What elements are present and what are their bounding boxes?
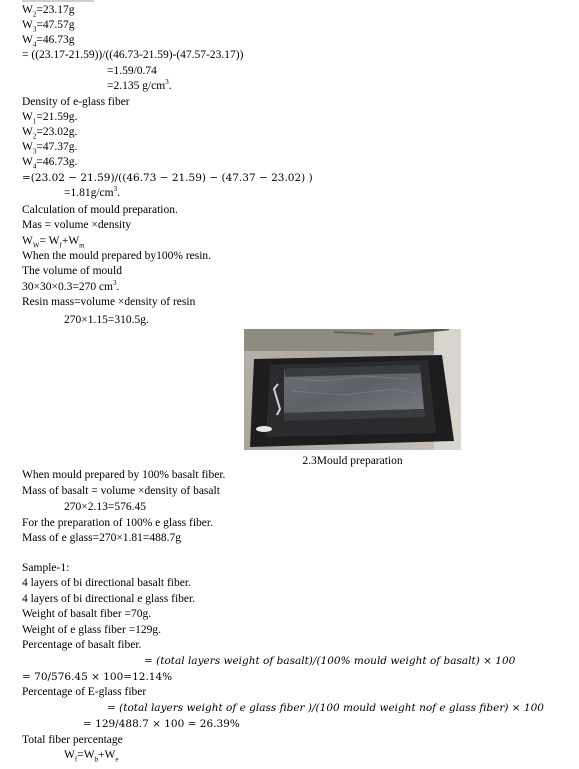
eglass-layers-line: 4 layers of bi directional e glass fiber. bbox=[22, 593, 196, 605]
mould-volume-calc: 30×30×0.3=270 $cm^3$. bbox=[22, 279, 120, 293]
density-formula-basalt: = ((23.17-21.59))/((46.73-21.59)-(47.57-23.17)) bbox=[22, 49, 244, 61]
weight-formula: $W_W= W_f+W_m$ bbox=[22, 235, 85, 250]
figure-caption: 2.3Mould preparation bbox=[302, 455, 403, 467]
eglass-w4-line: $W_4=46.73g$. bbox=[22, 156, 78, 171]
mould-volume-heading: The volume of mould bbox=[22, 265, 122, 277]
density-formula-eglass: =(23.02 − 21.59)/((46.73 − 21.59) − (47.37 − 23.02) ) bbox=[22, 172, 313, 184]
basalt-mould-line: When mould prepared by 100% basalt fiber. bbox=[22, 469, 226, 481]
top-divider bbox=[22, 0, 94, 2]
eglass-density-heading: Density of e-glass fiber bbox=[22, 96, 130, 108]
total-fiber-formula: $W_f=W_b+W_e$ bbox=[64, 749, 119, 764]
resin-mould-line: When the mould prepared by100% resin. bbox=[22, 250, 212, 262]
basalt-percentage-formula: = (total layers weight of basalt)/(100% mould weight of basalt) × 100 bbox=[144, 655, 516, 667]
total-fiber-heading: Total fiber percentage bbox=[22, 734, 123, 746]
eglass-w2-line: $W_2=23.02g$. bbox=[22, 126, 78, 141]
eglass-mould-line: For the preparation of 100% e glass fiber. bbox=[22, 517, 213, 529]
w2-line: $W_2=23.17g$ bbox=[22, 4, 75, 19]
basalt-mass-calc: 270×2.13=576.45 bbox=[64, 501, 146, 513]
eglass-percentage-heading: Percentage of E-glass fiber bbox=[22, 686, 147, 698]
density-ratio: =1.59/0.74 bbox=[107, 65, 157, 77]
eglass-w1-line: $W_1=21.59g$. bbox=[22, 111, 78, 126]
mass-formula: Mas = volume ×density bbox=[22, 219, 132, 231]
mould-photo bbox=[244, 329, 461, 450]
eglass-percentage-formula: = (total layers weight of e glass fiber )/(100 mould weight nof e glass fiber) × 100 bbox=[107, 702, 544, 714]
eglass-w3-line: $W_3=47.37g$. bbox=[22, 141, 78, 156]
resin-mass-calc: 270×1.15=310.5g. bbox=[64, 314, 149, 326]
w4-line: $W_4=46.73g$ bbox=[22, 34, 75, 49]
eglass-weight-line: Weight of e glass fiber =129g. bbox=[22, 624, 162, 636]
basalt-percentage-heading: Percentage of basalt fiber. bbox=[22, 639, 142, 651]
density-result-basalt: =2.135 $g/cm^3$. bbox=[107, 78, 172, 92]
eglass-mass-calc: Mass of e glass=270×1.81=488.7g bbox=[22, 532, 182, 544]
w3-line: $W_3=47.57g$ bbox=[22, 19, 75, 34]
basalt-percentage-result: = 70/576.45 × 100=12.14% bbox=[22, 671, 173, 683]
density-result-eglass: $=1.81g/cm^3$. bbox=[64, 185, 120, 199]
sample-heading: Sample-1: bbox=[22, 562, 70, 574]
mould-calc-heading: Calculation of mould preparation. bbox=[22, 204, 178, 216]
basalt-layers-line: 4 layers of bi directional basalt fiber. bbox=[22, 577, 191, 589]
resin-mass-formula: Resin mass=volume ×density of resin bbox=[22, 296, 196, 308]
basalt-weight-line: Weight of basalt fiber =70g. bbox=[22, 608, 152, 620]
basalt-mass-formula: Mass of basalt = volume ×density of basalt bbox=[22, 485, 220, 497]
eglass-percentage-result: = 129/488.7 × 100 = 26.39% bbox=[83, 718, 240, 730]
